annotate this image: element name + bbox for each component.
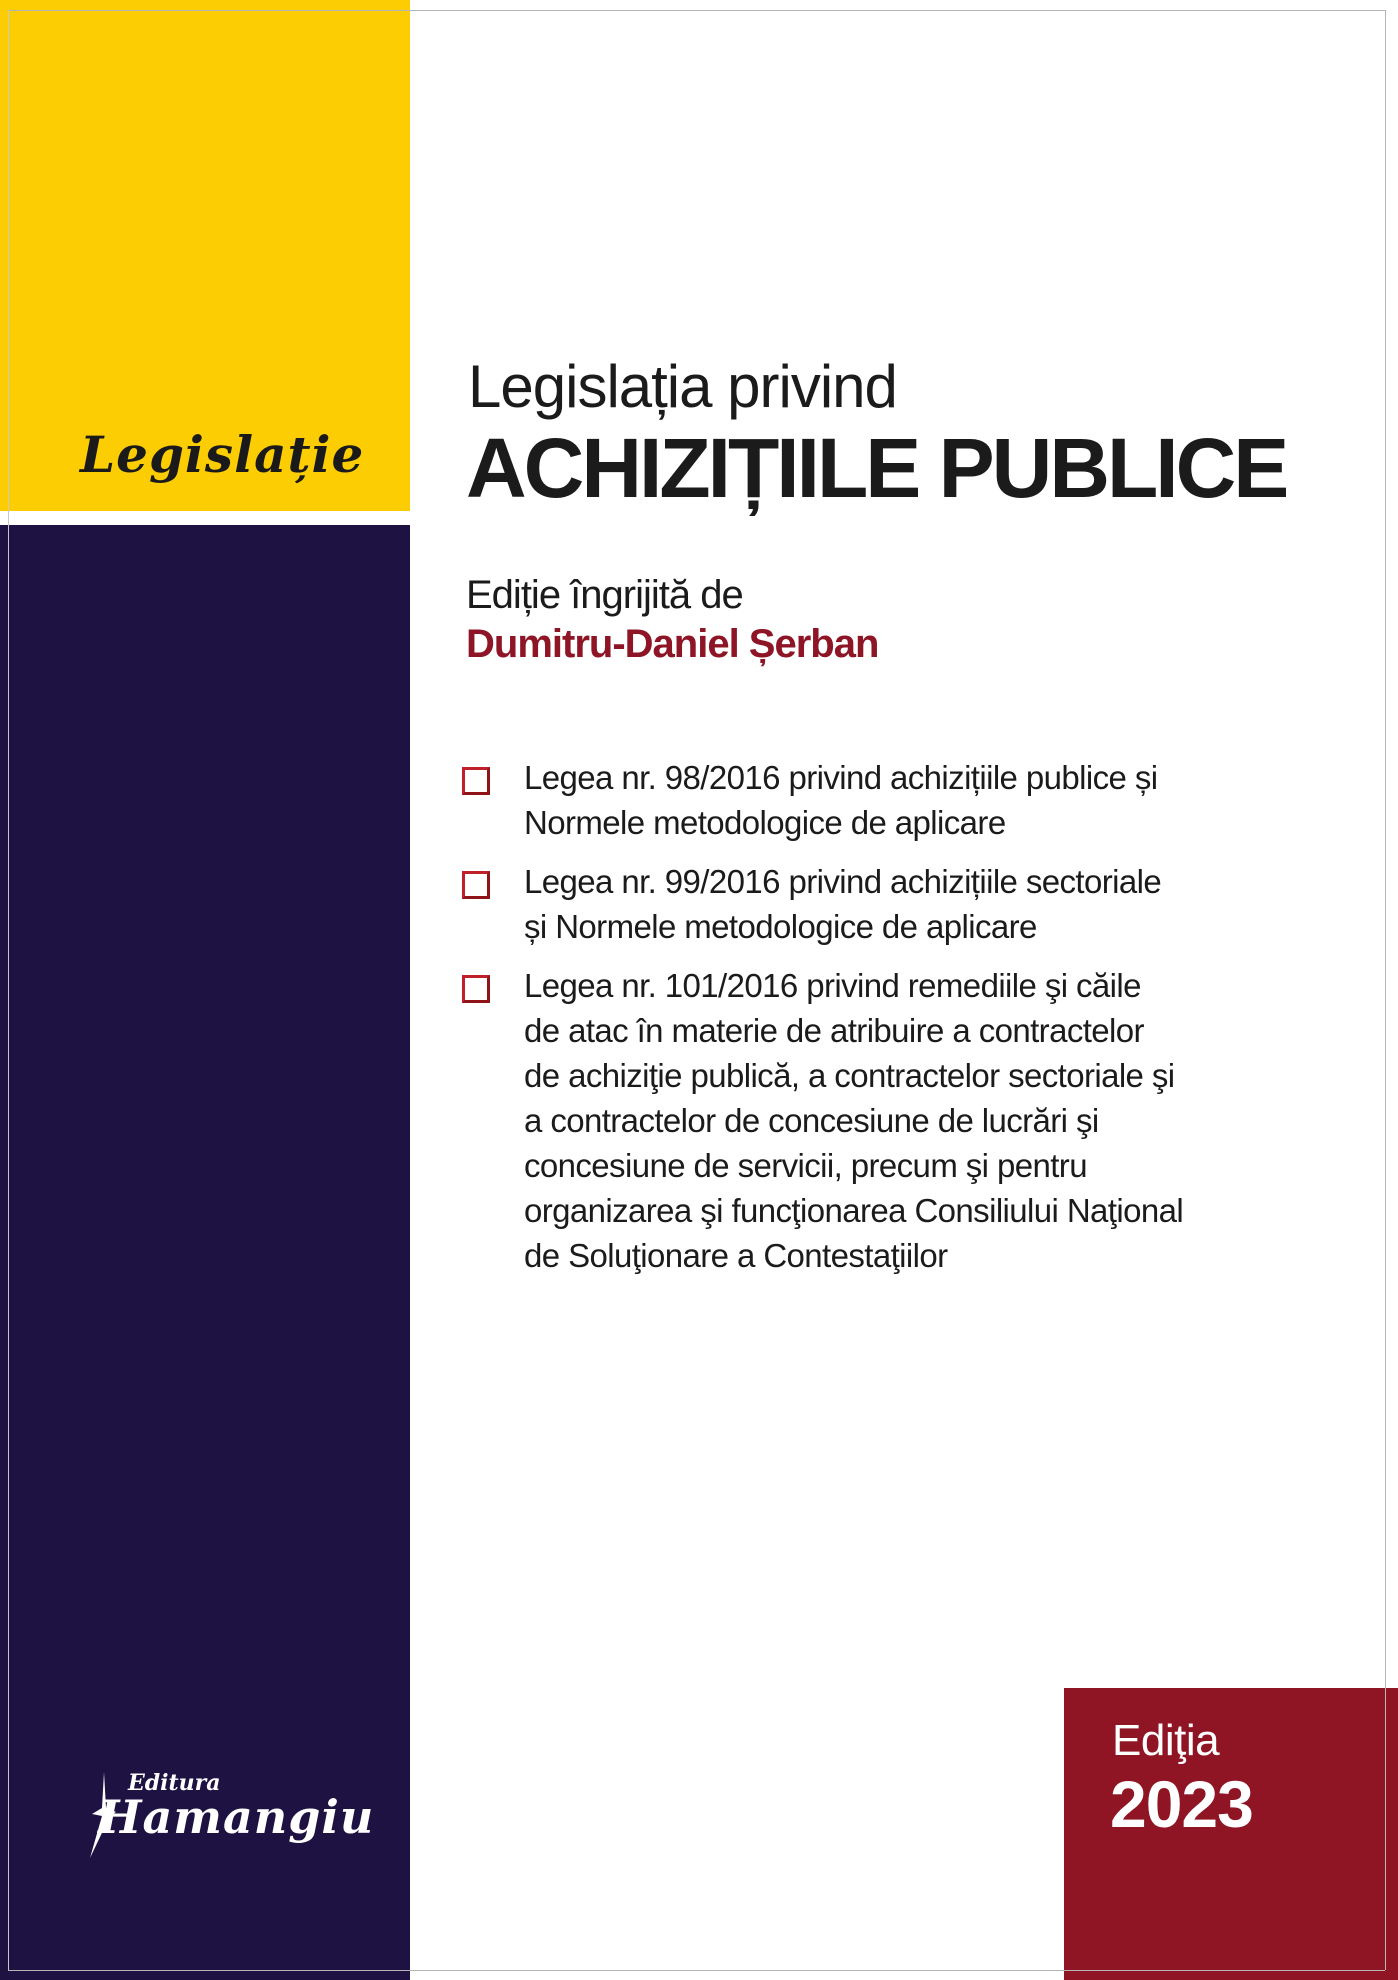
law-line: Legea nr. 98/2016 privind achizițiile publice și [524,759,1158,796]
laws-list [462,755,1342,1292]
law-line: a contractelor de concesiune de lucrări şi [524,1102,1099,1139]
law-line: de Soluţionare a Contestaţiilor [524,1237,948,1274]
law-line: de achiziţie publică, a contractelor sectoriale şi [524,1057,1175,1094]
navy-color-block [0,525,410,1980]
list-item [462,755,1342,845]
edition-year: 2023 [1110,1767,1253,1841]
series-label: Legislație [80,425,365,484]
trim-line-left [8,10,9,1970]
list-item [462,859,1342,949]
law-line: concesiune de servicii, precum şi pentru [524,1147,1087,1184]
trim-line-top [8,10,1385,11]
law-line: organizarea şi funcţionarea Consiliului Naţional [524,1192,1184,1229]
square-bullet-icon [462,871,490,899]
law-line: Normele metodologice de aplicare [524,804,1006,841]
edition-label: Ediţia [1112,1716,1220,1765]
square-bullet-icon [462,767,490,795]
list-item [462,963,1342,1278]
law-line: Legea nr. 99/2016 privind achizițiile sectoriale [524,863,1162,900]
law-line: Legea nr. 101/2016 privind remediile şi căile [524,967,1141,1004]
square-bullet-icon [462,975,490,1003]
trim-line-right [1385,10,1386,1970]
publisher-small-text: Editura [128,1770,221,1796]
editor-name: Dumitru-Daniel Șerban [466,622,879,666]
publisher-logo [88,1770,375,1860]
trim-line-bottom [8,1970,1385,1971]
title-line-1: Legislația privind [468,353,897,420]
editor-label: Ediție îngrijită de [466,573,743,617]
law-line: de atac în materie de atribuire a contractelor [524,1012,1144,1049]
publisher-name: Hamangiu [98,1790,375,1844]
book-title: ACHIZIȚIILE PUBLICE [466,421,1287,515]
law-line: și Normele metodologice de aplicare [524,908,1037,945]
